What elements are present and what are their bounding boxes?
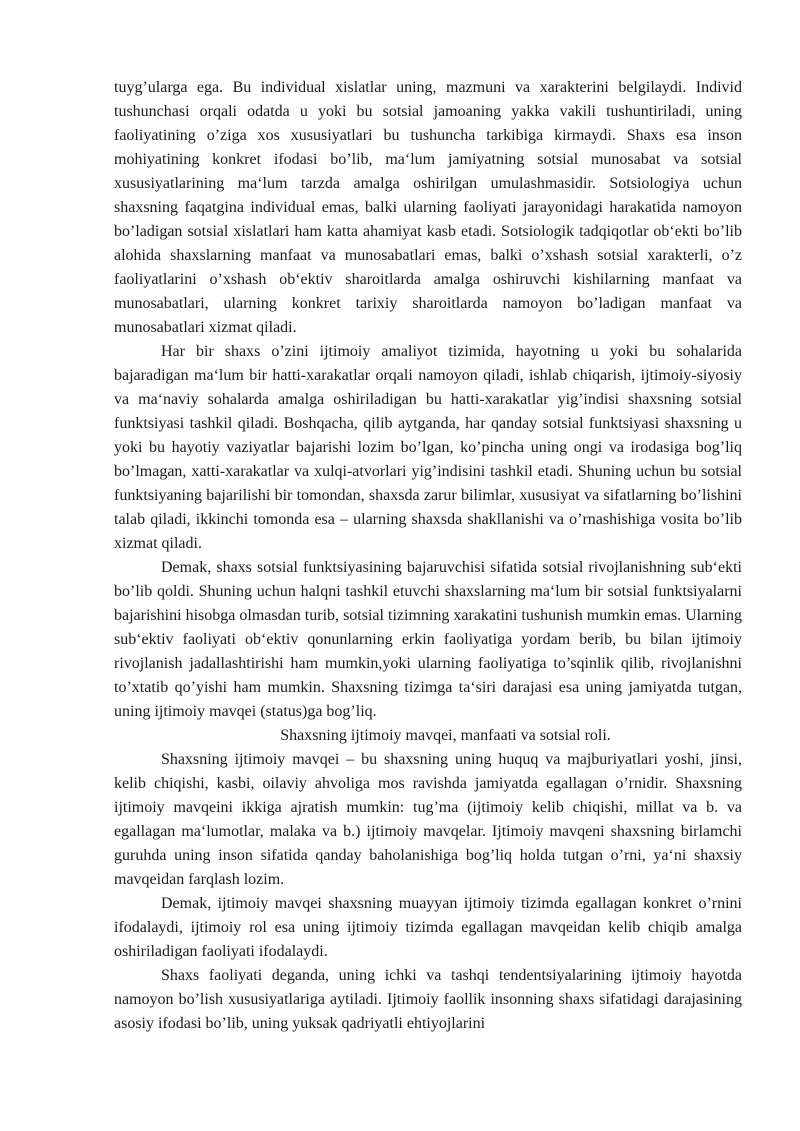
paragraph-social-subject: Demak, shaxs sotsial funktsiyasining bajaruvchisi sifatida sotsial rivojlanishning sub‘ekti bo’lib qoldi. Shuning uchun halqni tashkil etuvchi shaxslarning ma‘lum bir sotsial funktsiyalarni bajarishini hisobga olmasdan turib, sotsial tizimning xarakatini tushunish mumkin emas. Ularning sub‘ektiv faoliyati ob‘ektiv qonunlarning erkin faoliyatiga yordam berib, bu bilan ijtimoiy rivojlanish jadallashtirishi ham mumkin,yoki ularning faoliyatiga to’sqinlik qilib, rivojlanishni to’xtatib qo’yishi ham mumkin. Shaxsning tizimga ta‘siri darajasi esa uning jamiyatda tutgan, uning ijtimoiy mavqei (status)ga bog’liq. bbox=[114, 559, 742, 720]
paragraph-social-status: Shaxsning ijtimoiy mavqei – bu shaxsning uning huquq va majburiyatlari yoshi, jinsi, kelib chiqishi, kasbi, oilaviy ahvoliga mos ravishda jamiyatda egallagan o’rnidir. Shaxsning ijtimoiy mavqeini ikkiga ajratish mumkin: tug’ma (ijtimoiy kelib chiqishi, millat va b. va egallagan ma‘lumotlar, malaka va b.) ijtimoiy mavqelar. Ijtimoiy mavqeni shaxsning birlamchi guruhda uning inson sifatida qanday baholanishiga bog’liq holda tutgan o’rni, ya‘ni shaxsiy mavqeidan farqlash lozim. bbox=[114, 751, 742, 888]
paragraph-individual: tuyg’ularga ega. Bu individual xislatlar uning, mazmuni va xarakterini belgilaydi. Individ tushunchasi orqali odatda u yoki bu sotsial jamoaning yakka vakili tushuntiriladi, uning faoliyatining o’ziga xos xususiyatlari bu tushuncha tarkibiga kirmaydi. Shaxs esa inson mohiyatining konkret ifodasi bo’lib, ma‘lum jamiyatning sotsial munosabat va sotsial xususiyatlarining ma‘lum tarzda amalga oshirilgan umulashmasidir. Sotsiologiya uchun shaxsning faqatgina individual emas, balki ularning faoliyati jarayonidagi harakatida namoyon bo’ladigan sotsial xislatlari ham katta ahamiyat kasb etadi. Sotsiologik tadqiqotlar ob‘ekti bo’lib alohida shaxslarning manfaat va munosabatlari emas, balki o’xshash sotsial xarakterli, o’z faoliyatlarini o’xshash ob‘ektiv sharoitlarda amalga oshiruvchi kishilarning manfaat va munosabatlari, ularning konkret tarixiy sharoitlarda namoyon bo’ladigan manfaat va munosabatlari xizmat qiladi. bbox=[114, 79, 742, 336]
paragraph-social-role: Demak, ijtimoiy mavqei shaxsning muayyan ijtimoiy tizimda egallagan konkret o’rnini ifodalaydi, ijtimoiy rol esa uning ijtimoiy tizimda egallagan mavqeidan kelib chiqib amalga oshiriladigan faoliyati ifodalaydi. bbox=[114, 895, 742, 960]
paragraph-social-function: Har bir shaxs o’zini ijtimoiy amaliyot tizimida, hayotning u yoki bu sohalarida bajaradigan ma‘lum bir hatti-xarakatlar orqali namoyon qiladi, ishlab chiqarish, ijtimoiy-siyosiy va ma‘naviy sohalarda amalga oshiriladigan bu hatti-xarakatlar yig’indisi shaxsning sotsial funktsiyasi tashkil qiladi. Boshqacha, qilib aytganda, har qanday sotsial funktsiyasi shaxsning u yoki bu hayotiy vaziyatlar bajarishi lozim bo’lgan, ko’pincha uning ongi va irodasiga bog’liq bo’lmagan, xatti-xarakatlar va xulqi-atvorlari yig’indisini tashkil etadi. Shuning uchun bu sotsial funktsiyaning bajarilishi bir tomondan, shaxsda zarur bilimlar, xususiyat va sifatlarning bo’lishini talab qiladi, ikkinchi tomonda esa – ularning shaxsda shakllanishi va o’rnashishiga vosita bo’lib xizmat qiladi. bbox=[114, 343, 742, 552]
section-heading: Shaxsning ijtimoiy mavqei, manfaati va sotsial roli. bbox=[280, 727, 611, 744]
document-page bbox=[114, 76, 742, 1036]
paragraph-activity: Shaxs faoliyati deganda, uning ichki va tashqi tendentsiyalarining ijtimoiy hayotda namoyon bo’lish xususiyatlariga aytiladi. Ijtimoiy faollik insonning shaxs sifatidagi darajasining asosiy ifodasi bo’lib, uning yuksak qadriyatli ehtiyojlarini bbox=[114, 967, 742, 1032]
